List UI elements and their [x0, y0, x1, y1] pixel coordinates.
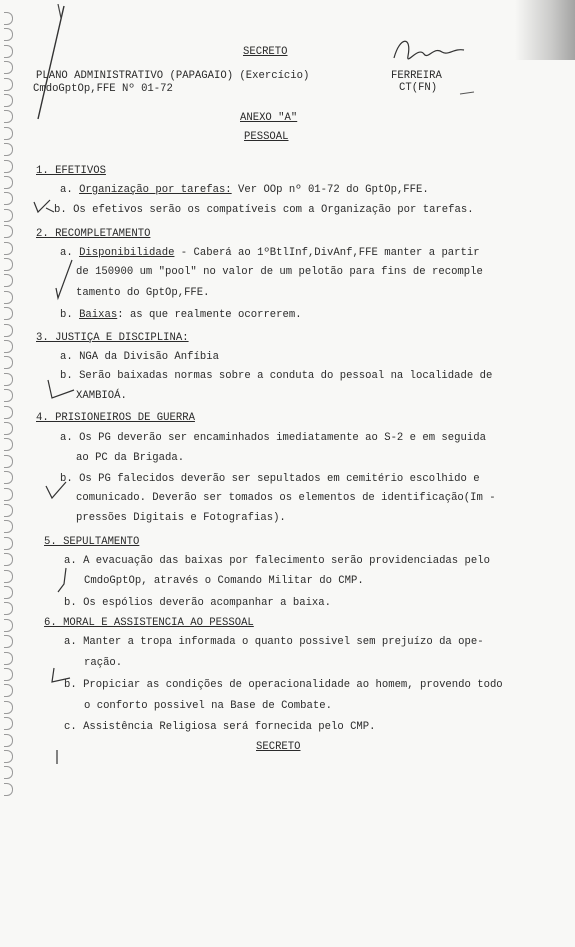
- item-4b-line3: pressões Digitais e Fotografias).: [76, 512, 286, 524]
- item-1a-label: a.: [60, 184, 73, 196]
- binder-hole: [4, 225, 13, 238]
- item-6a-line2: ração.: [84, 657, 123, 669]
- binder-hole: [4, 192, 13, 205]
- binder-hole: [4, 324, 13, 337]
- binder-hole: [4, 94, 13, 107]
- binder-hole: [4, 242, 13, 255]
- section-6-heading: 6. MORAL E ASSISTENCIA AO PESSOAL: [44, 617, 254, 629]
- binder-hole: [4, 373, 13, 386]
- item-1a-title: Organização por tarefas:: [79, 184, 232, 196]
- binder-hole: [4, 389, 13, 402]
- item-2b-text: : as que realmente ocorrerem.: [117, 309, 302, 321]
- item-2a-line1: [60, 247, 480, 260]
- check-mark: [56, 566, 70, 596]
- item-5b: b. Os espólios deverão acompanhar a baixa.: [64, 597, 332, 609]
- binder-hole: [4, 488, 13, 501]
- binder-hole: [4, 176, 13, 189]
- ink-mark: [458, 88, 478, 100]
- item-6b-line1: b. Propiciar as condições de operacionalidade ao homem, provendo todo: [64, 679, 503, 691]
- section-5-heading: 5. SEPULTAMENTO: [44, 536, 140, 548]
- binder-hole: [4, 602, 13, 615]
- binder-hole: [4, 340, 13, 353]
- item-2a-text-1: - Caberá ao 1ºBtlInf,DivAnf,FFE manter a partir: [180, 247, 480, 259]
- item-3b-line2: XAMBIOÁ.: [76, 390, 127, 402]
- binder-hole: [4, 274, 13, 287]
- binder-hole: [4, 553, 13, 566]
- item-1b: b. Os efetivos serão os compatíveis com a Organização por tarefas.: [54, 204, 474, 216]
- item-4a-line1: a. Os PG deverão ser encaminhados imediatamente ao S-2 e em seguida: [60, 432, 486, 444]
- binder-hole: [4, 750, 13, 763]
- binder-hole: [4, 438, 13, 451]
- binder-hole: [4, 406, 13, 419]
- item-2a-label: a.: [60, 247, 73, 259]
- binder-hole: [4, 684, 13, 697]
- binder-hole: [4, 291, 13, 304]
- binder-hole: [4, 258, 13, 271]
- check-mark: [44, 378, 78, 404]
- signer-rank: CT(FN): [399, 82, 438, 94]
- binder-hole: [4, 668, 13, 681]
- section-4-heading: [36, 412, 195, 425]
- binder-hole: [4, 586, 13, 599]
- item-3b-line1: b. Serão baixadas normas sobre a conduta do pessoal na localidade de: [60, 370, 493, 382]
- binder-hole: [4, 635, 13, 648]
- binder-hole: [4, 537, 13, 550]
- classification-top: SECRETO: [243, 46, 288, 58]
- binder-hole: [4, 652, 13, 665]
- binder-hole: [4, 45, 13, 58]
- section-4-heading-text: 4. PRISIONEIROS DE GUERRA: [36, 412, 195, 424]
- binder-hole: [4, 766, 13, 779]
- item-2b-label: b.: [60, 309, 73, 321]
- binder-hole: [4, 455, 13, 468]
- item-2a-line2: de 150900 um "pool" no valor de um pelotão para fins de recomple: [76, 266, 483, 278]
- binder-hole: [4, 12, 13, 25]
- item-5a-line2: CmdoGptOp, através o Comando Militar do CMP.: [84, 575, 364, 587]
- item-2a-title: Disponibilidade: [79, 247, 175, 259]
- item-4b-line1: b. Os PG falecidos deverão ser sepultados em cemitério escolhido e: [60, 473, 480, 485]
- item-3a: a. NGA da Divisão Anfíbia: [60, 351, 219, 363]
- annex-subtitle: PESSOAL: [244, 131, 289, 143]
- margin-pen-stroke: [30, 4, 70, 124]
- binder-hole: [4, 701, 13, 714]
- item-6c: c. Assistência Religiosa será fornecida pelo CMP.: [64, 721, 376, 733]
- binder-hole: [4, 78, 13, 91]
- binder-hole: [4, 28, 13, 41]
- annex-title: ANEXO "A": [240, 112, 298, 124]
- binder-hole: [4, 110, 13, 123]
- item-6b-line2: o conforto possivel na Base de Combate.: [84, 700, 332, 712]
- binder-hole: [4, 471, 13, 484]
- item-1a-text: Ver OOp nº 01-72 do GptOp,FFE.: [238, 184, 429, 196]
- plan-title: PLANO ADMINISTRATIVO (PAPAGAIO) (Exercício): [36, 70, 310, 82]
- binder-hole: [4, 209, 13, 222]
- binder-holes: [2, 0, 16, 800]
- section-3-heading: 3. JUSTIÇA E DISCIPLINA:: [36, 332, 189, 344]
- binder-hole: [4, 356, 13, 369]
- binder-hole: [4, 570, 13, 583]
- item-1a: [60, 184, 429, 197]
- item-2b: [60, 309, 302, 322]
- binder-hole: [4, 422, 13, 435]
- binder-hole: [4, 783, 13, 796]
- scan-shadow: [515, 0, 575, 60]
- classification-bottom: SECRETO: [256, 741, 301, 753]
- binder-hole: [4, 61, 13, 74]
- binder-hole: [4, 717, 13, 730]
- binder-hole: [4, 160, 13, 173]
- signer-name: FERREIRA: [391, 70, 442, 82]
- item-5a-line1: a. A evacuação das baixas por falecimento serão providenciadas pelo: [64, 555, 490, 567]
- item-2a-line3: tamento do GptOp,FFE.: [76, 287, 210, 299]
- section-1-heading-text: 1. EFETIVOS: [36, 165, 106, 177]
- binder-hole: [4, 143, 13, 156]
- item-6a-line1: a. Manter a tropa informada o quanto possivel sem prejuízo da ope-: [64, 636, 484, 648]
- check-mark: [52, 258, 78, 302]
- binder-hole: [4, 504, 13, 517]
- binder-hole: [4, 307, 13, 320]
- binder-hole: [4, 127, 13, 140]
- ink-mark: [52, 748, 62, 768]
- item-2b-title: Baixas: [79, 309, 118, 321]
- binder-hole: [4, 734, 13, 747]
- item-4b-line2: comunicado. Deverão ser tomados os elementos de identificação(Im -: [76, 492, 496, 504]
- binder-hole: [4, 619, 13, 632]
- check-mark: [42, 480, 72, 502]
- section-2-heading: 2. RECOMPLETAMENTO: [36, 228, 151, 240]
- section-1-heading: [36, 165, 106, 178]
- binder-hole: [4, 520, 13, 533]
- plan-reference: CmdoGptOp,FFE Nº 01-72: [33, 83, 173, 95]
- item-4a-line2: ao PC da Brigada.: [76, 452, 185, 464]
